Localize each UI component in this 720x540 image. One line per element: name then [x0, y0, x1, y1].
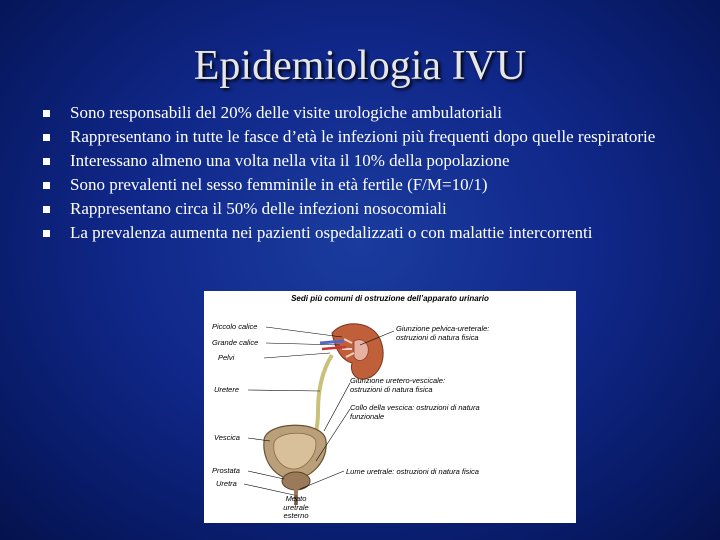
bullet-text: La prevalenza aumenta nei pazienti ospedalizzati o con malattie intercorrenti — [70, 223, 593, 242]
label-uretra: Uretra — [216, 479, 237, 488]
square-bullet-icon — [43, 134, 50, 141]
bullet-text: Sono responsabili del 20% delle visite urologiche ambulatoriali — [70, 103, 502, 122]
figure-title: Sedi più comuni di ostruzione dell’apparato urinario — [291, 294, 489, 303]
bullet-item — [40, 175, 690, 194]
bullet-text: Sono prevalenti nel sesso femminile in età fertile (F/M=10/1) — [70, 175, 488, 194]
bullet-text: Interessano almeno una volta nella vita il 10% della popolazione — [70, 151, 510, 170]
label-meato-uretrale-esterno — [270, 495, 322, 521]
bullet-item — [40, 223, 690, 242]
square-bullet-icon — [43, 110, 50, 117]
label-uretere: Uretere — [214, 385, 240, 394]
square-bullet-icon — [43, 158, 50, 165]
label-prostata: Prostata — [212, 466, 240, 475]
label-line: Giunzione uretero-vescicale: — [350, 376, 446, 385]
label-line: esterno — [283, 511, 309, 520]
square-bullet-icon — [43, 230, 50, 237]
bullet-item — [40, 151, 690, 170]
slide-title: Epidemiologia IVU — [193, 43, 527, 89]
bullet-item — [40, 127, 690, 146]
label-line: uretrale — [283, 502, 309, 512]
label-line: funzionale — [350, 411, 385, 421]
label-pelvi: Pelvi — [218, 353, 235, 362]
square-bullet-icon — [43, 182, 50, 189]
label-piccolo-calice: Piccolo calice — [212, 322, 258, 331]
bullet-item — [40, 199, 690, 218]
urinary-tract-figure — [204, 291, 576, 523]
bullet-text: Rappresentano circa il 50% delle infezioni nosocomiali — [70, 199, 447, 218]
bullet-text: Rappresentano in tutte le fasce d’età le infezioni più frequenti dopo quelle respiratorie — [70, 127, 656, 146]
label-line: ostruzioni di natura fisica — [396, 332, 479, 342]
label-line: Giunzione pelvica-ureterale: — [396, 324, 490, 333]
label-line: Meato — [285, 494, 307, 503]
bullet-list — [40, 103, 690, 247]
label-collo-vescica — [350, 404, 480, 421]
label-giunzione-uretero-vescicale — [350, 377, 445, 394]
label-lume-uretrale: Lume uretrale: ostruzioni di natura fisica — [346, 467, 479, 476]
bullet-item — [40, 103, 690, 122]
label-vescica: Vescica — [214, 433, 240, 442]
label-line: ostruzioni di natura fisica — [350, 384, 433, 394]
label-giunzione-pelvica-ureterale — [396, 325, 489, 342]
label-line: Collo della vescica: ostruzioni di natura — [350, 403, 480, 412]
square-bullet-icon — [43, 206, 50, 213]
label-grande-calice: Grande calice — [212, 338, 259, 347]
